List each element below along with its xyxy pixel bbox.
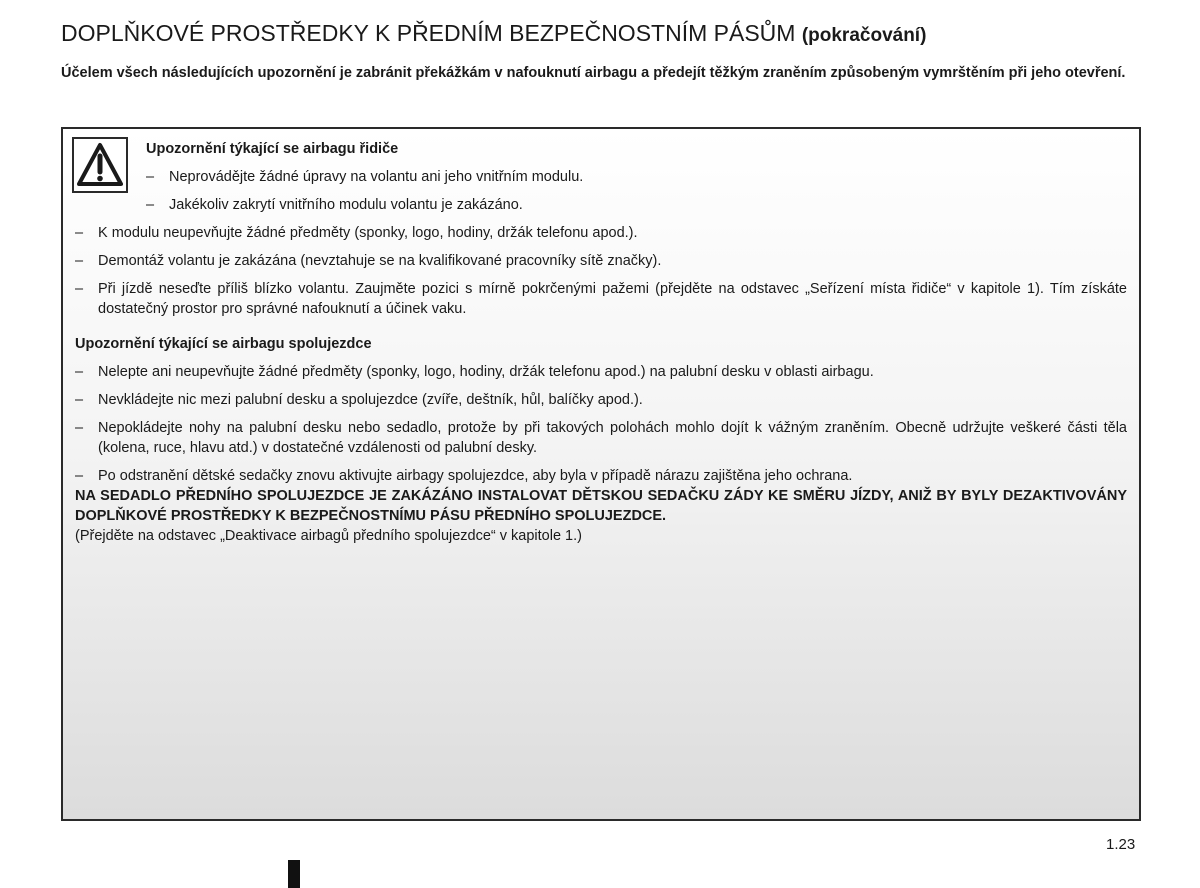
list-item-text: Neprovádějte žádné úpravy na volantu ani jeho vnitřním modulu. <box>169 169 584 185</box>
list-item <box>75 251 1127 271</box>
list-dash: – <box>75 281 84 297</box>
list-item-text: Nevkládejte nic mezi palubní desku a spolujezdce (zvíře, deštník, hůl, balíčky apod.). <box>98 392 643 408</box>
deactivation-note: (Přejděte na odstavec „Deaktivace airbagů předního spolujezdce“ v kapitole 1.) <box>75 528 582 544</box>
list-item-text: Nepokládejte nohy na palubní desku nebo sedadlo, protože by při takových polohách mohlo dojít k vážným zraněním. Obecně udržujte veškeré části těla (kolena, ruce, hlavu atd.) v dostatečné vzdálenosti od palubní desky. <box>98 420 1127 456</box>
intro-paragraph: Účelem všech následujících upozornění je zabránit překážkám v nafouknutí airbagu a předejít těžkým zraněním způsobeným vymrštěním při jeho otevření. <box>61 65 1126 81</box>
page-title-text: DOPLŇKOVÉ PROSTŘEDKY K PŘEDNÍM BEZPEČNOSTNÍM PÁSŮM <box>61 20 796 46</box>
warning-content <box>75 139 1127 546</box>
list-item <box>75 390 1127 410</box>
list-item-text: Nelepte ani neupevňujte žádné předměty (sponky, logo, hodiny, držák telefonu apod.) na palubní desku v oblasti airbagu. <box>98 364 874 380</box>
list-item <box>146 195 1127 215</box>
list-item <box>75 223 1127 243</box>
list-item <box>75 418 1127 458</box>
list-item-text: Při jízdě neseďte příliš blízko volantu. Zaujměte pozici s mírně pokrčenými pažemi (přejděte na odstavec „Seřízení místa řidiče“ v kapitole 1). Tím získáte dostatečný prostor pro správné nafouknutí a účinek vaku. <box>98 281 1127 317</box>
list-dash: – <box>75 253 84 269</box>
list-dash: – <box>146 197 155 213</box>
child-seat-warning: NA SEDADLO PŘEDNÍHO SPOLUJEZDCE JE ZAKÁZÁNO INSTALOVAT DĚTSKOU SEDAČKU ZÁDY KE SMĚRU JÍZDY, ANIŽ BY BYLY DEZAKTIVOVÁNY DOPLŇKOVÉ PROSTŘEDKY K BEZPEČNOSTNÍMU PÁSU PŘEDNÍHO SPOLUJEZDCE. <box>75 488 1127 524</box>
page-number: 1.23 <box>1106 836 1136 853</box>
page-title-suffix: (pokračování) <box>801 25 927 46</box>
list-item <box>146 167 1127 187</box>
list-item <box>75 279 1127 319</box>
list-item <box>75 362 1127 382</box>
list-item-text: Po odstranění dětské sedačky znovu aktivujte airbagy spolujezdce, aby byla v případě nárazu zajištěna jeho ochrana. <box>98 468 853 484</box>
list-item-text: Jakékoliv zakrytí vnitřního modulu volantu je zakázáno. <box>169 197 523 213</box>
list-dash: – <box>75 225 84 241</box>
list-item-text: K modulu neupevňujte žádné předměty (sponky, logo, hodiny, držák telefonu apod.). <box>98 225 638 241</box>
list-dash: – <box>75 392 84 408</box>
list-dash: – <box>146 169 155 185</box>
list-item <box>75 466 1127 486</box>
passenger-section-heading: Upozornění týkající se airbagu spolujezdce <box>75 336 372 352</box>
margin-mark <box>288 860 300 888</box>
list-dash: – <box>75 420 84 436</box>
list-dash: – <box>75 364 84 380</box>
list-dash: – <box>75 468 84 484</box>
page-title <box>61 20 1161 47</box>
list-item-text: Demontáž volantu je zakázána (nevztahuje se na kvalifikované pracovníky sítě značky). <box>98 253 662 269</box>
driver-section-heading: Upozornění týkající se airbagu řidiče <box>146 141 399 157</box>
warning-box <box>61 127 1141 821</box>
